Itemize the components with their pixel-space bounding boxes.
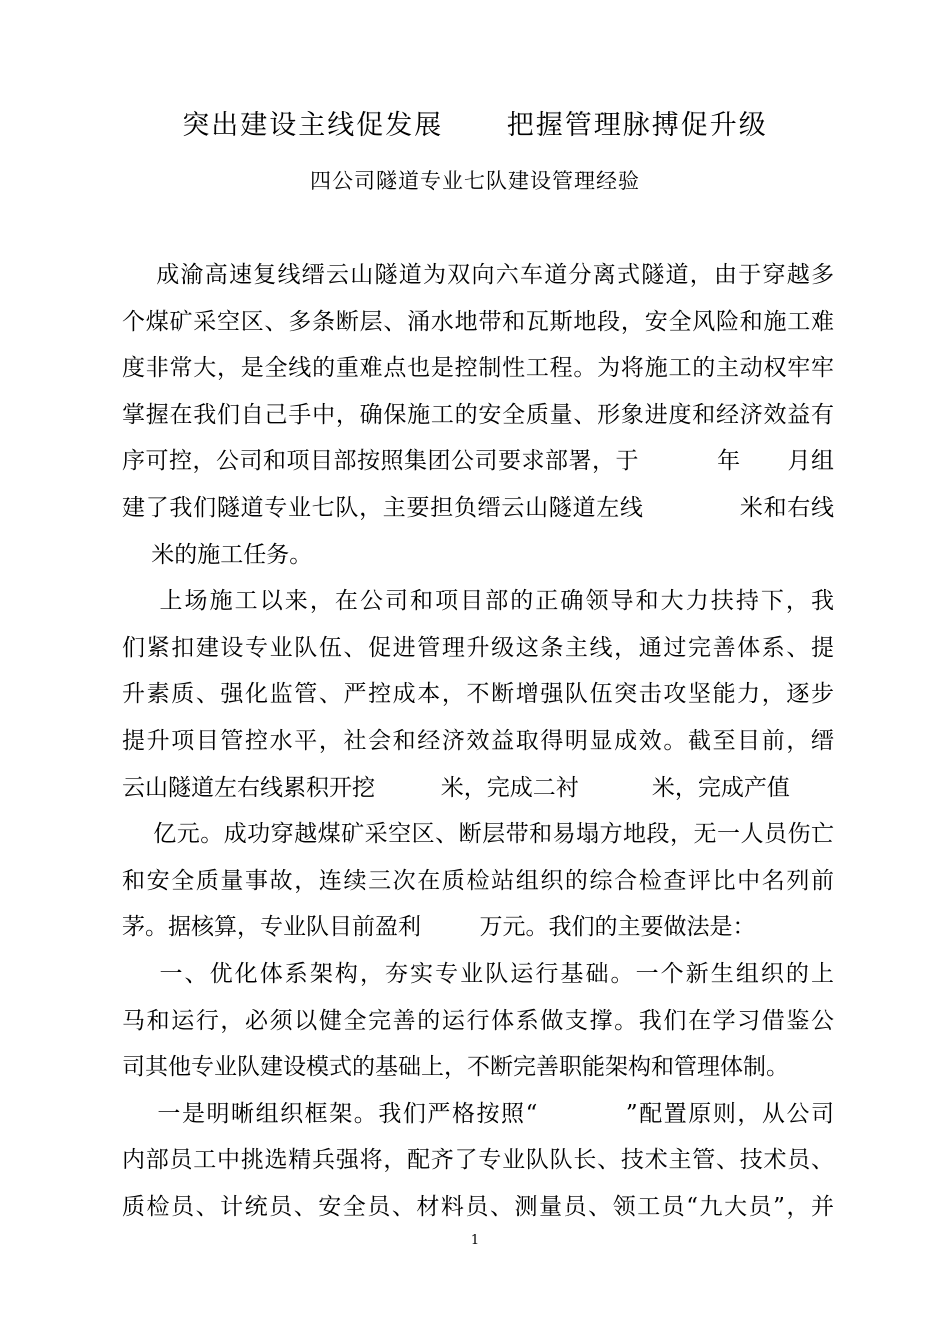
body-line: 和安全质量事故，连续三次在质检站组织的综合检查评比中名列前 [122, 867, 834, 894]
body-line: 质检员、计统员、安全员、材料员、测量员、领工员“九大员”，并 [122, 1193, 834, 1220]
body-text [122, 252, 834, 1230]
body-line: 内部员工中挑选精兵强将，配齐了专业队队长、技术主管、技术员、 [122, 1147, 834, 1174]
body-line: 们紧扣建设专业队伍、促进管理升级这条主线，通过完善体系、提 [122, 634, 834, 661]
body-line: 上场施工以来，在公司和项目部的正确领导和大力扶持下，我 [122, 588, 834, 615]
body-line: 个煤矿采空区、多条断层、涌水地带和瓦斯地段，安全风险和施工难 [122, 308, 834, 335]
body-line: 米的施工任务。 [122, 541, 313, 568]
document-title: 突出建设主线促发展 把握管理脉搏促升级 [182, 110, 768, 141]
page-number: 1 [470, 1233, 480, 1248]
document-subtitle: 四公司隧道专业七队建设管理经验 [310, 169, 640, 193]
body-line: 亿元。成功穿越煤矿采空区、断层带和易塌方地段，无一人员伤亡 [122, 821, 834, 848]
body-line: 茅。据核算，专业队目前盈利 万元。我们的主要做法是： [122, 914, 756, 941]
body-line: 建了我们隧道专业七队，主要担负缙云山隧道左线 米和右线 [122, 494, 834, 521]
body-line: 司其他专业队建设模式的基础上，不断完善职能架构和管理体制。 [122, 1054, 789, 1081]
body-line: 掌握在我们自己手中，确保施工的安全质量、形象进度和经济效益有 [122, 401, 834, 428]
body-line: 提升项目管控水平，社会和经济效益取得明显成效。截至目前，缙 [122, 727, 834, 754]
body-line: 序可控，公司和项目部按照集团公司要求部署，于 年 月组 [122, 448, 834, 475]
body-line: 升素质、强化监管、严控成本，不断增强队伍突击攻坚能力，逐步 [122, 681, 834, 708]
body-line: 云山隧道左右线累积开挖 米，完成二衬 米，完成产值 [122, 774, 790, 801]
body-line: 一是明晰组织框架。我们严格按照“ ”配置原则，从公司 [122, 1100, 834, 1127]
body-line: 马和运行，必须以健全完善的运行体系做支撑。我们在学习借鉴公 [122, 1007, 834, 1034]
body-line: 度非常大，是全线的重难点也是控制性工程。为将施工的主动权牢牢 [122, 355, 834, 382]
body-line: 成渝高速复线缙云山隧道为双向六车道分离式隧道，由于穿越多 [122, 262, 834, 288]
body-line: 一、优化体系架构，夯实专业队运行基础。一个新生组织的上 [122, 960, 834, 987]
